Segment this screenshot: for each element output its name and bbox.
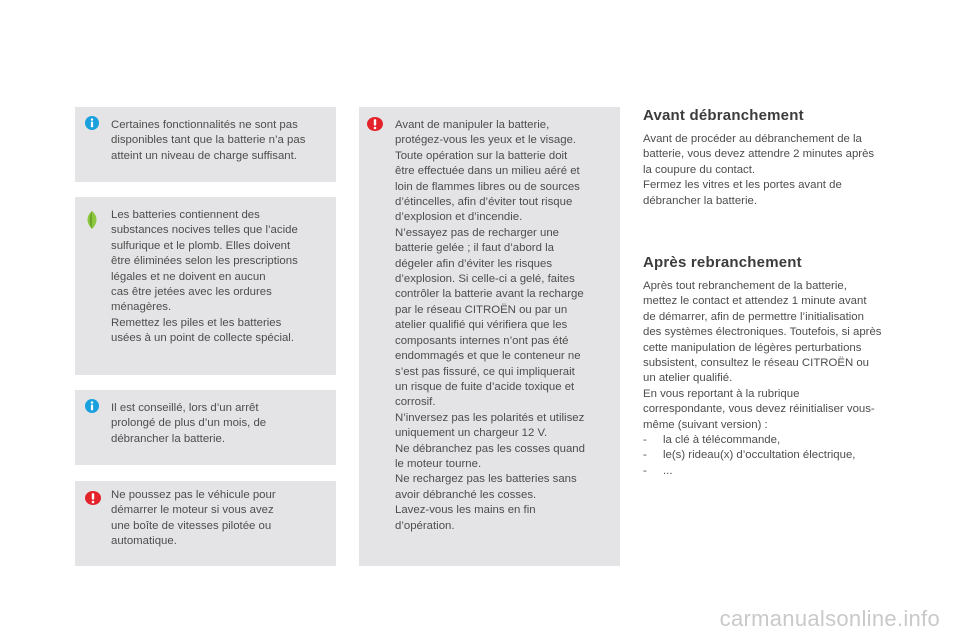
info-note-text: Certaines fonctionnalités ne sont pas disponibles tant que la batterie n’a pas atteint un niveau de charge suffisant. [111,119,306,162]
warning-icon [367,117,383,131]
list-item [643,433,913,448]
list-item-text: la clé à télécommande, [663,434,781,447]
section-body: Avant de procéder au débranchement de la batterie, vous devez attendre 2 minutes après la coupure du contact. Fermez les vitres et les portes avant de débrancher la batterie. [643,133,875,207]
section-title: Avant débranchement [643,107,804,124]
list-dash: - [643,464,647,477]
section-apres-rebranchement [643,254,913,479]
reset-list [643,433,913,479]
warning-note-battery-safety [359,107,620,566]
section-avant-debranchement [643,107,913,209]
list-item [643,464,913,479]
list-item [643,448,913,463]
list-dash: - [643,449,647,462]
info-note-charge [75,107,336,182]
info-icon [85,116,99,130]
leaf-icon [85,211,99,229]
section-body: Après tout rebranchement de la batterie, mettez le contact et attendez 1 minute avant de démarrer, afin de permettre l’initialisation des systèmes électroniques. Toutefois, si après cette manipulation de légères perturbations subsistent, consultez le réseau CITROËN ou un atelier qualifié. En vous reportant à la rubrique correspondante, vous devez réinitialiser vous- même (suivant version) : [643,280,882,431]
info-note-disconnect [75,390,336,465]
info-icon [85,399,99,413]
watermark: carmanualsonline.info [719,606,940,631]
environment-note [75,197,336,375]
list-dash: - [643,434,647,447]
environment-note-text: Les batteries contiennent des substances nocives telles que l’acide sulfurique et le plomb. Elles doivent être éliminées selon les prescriptions légales et ne doivent en aucun cas être jetées avec les ordures ménagères. Remettez les piles et les batteries usées à un point de collecte spécial. [111,209,298,345]
warning-note-push-start [75,481,336,566]
list-item-text: le(s) rideau(x) d’occultation électrique, [663,449,856,462]
info-note-text: Il est conseillé, lors d’un arrêt prolongé de plus d’un mois, de débrancher la batterie. [111,402,267,445]
warning-note-text: Avant de manipuler la batterie, protégez-vous les yeux et le visage. Toute opération sur la batterie doit être effectuée dans un milieu aéré et loin de flammes libres ou de sources d’étincelles, afin d’éviter tout risque d’explosion et d’incendie. N’essayez pas de recharger une batterie gelée ; il faut d’abord la dégeler afin d’éviter les risques d’explosion. Si celle-ci a gelé, faites contrôler la batterie avant la recharge par le réseau CITROËN ou par un atelier qualifié qui vérifiera que les composants internes n’ont pas été endommagés et que le conteneur ne s’est pas fissuré, ce qui impliquerait un risque de fuite d’acide toxique et corrosif. N’inversez pas les polarités et utilisez uniquement un chargeur 12 V. Ne débranchez pas les cosses quand le moteur tourne. Ne rechargez pas les batteries sans avoir débranché les cosses. Lavez-vous les mains en fin d’opération. [395,119,585,532]
section-title: Après rebranchement [643,254,802,271]
list-item-text: ... [663,464,673,477]
warning-note-text: Ne poussez pas le véhicule pour démarrer le moteur si vous avez une boîte de vitesses pilotée ou automatique. [111,489,276,548]
warning-icon [85,491,101,505]
